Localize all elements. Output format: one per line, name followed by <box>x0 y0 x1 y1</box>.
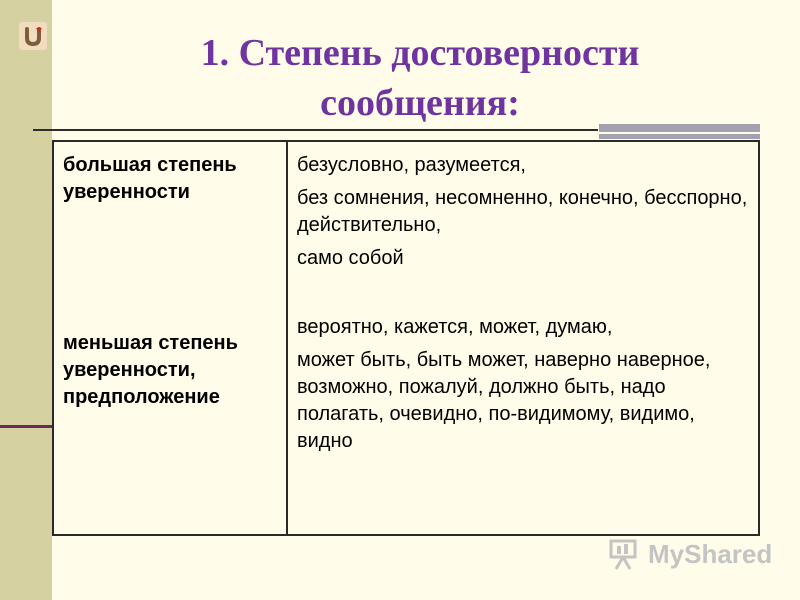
expression-line: вероятно, кажется, может, думаю, <box>297 316 613 338</box>
left-accent-stripe <box>0 425 52 428</box>
category-column <box>54 142 288 534</box>
row-gap <box>297 278 750 314</box>
expression-line: без сомнения, несомненно, конечно, бесспорно, действительно, <box>297 187 748 236</box>
title-divider <box>33 129 598 131</box>
expression-line: само собой <box>297 247 404 269</box>
expressions-column <box>288 142 758 534</box>
expression-line: может быть, быть может, наверно наверное, возможно, пожалуй, должно быть, надо полагать, очевидно, по-видимому, видимо, видно <box>297 349 711 452</box>
left-decorative-band <box>0 0 52 600</box>
title-line-1: 1. Степень достоверности <box>200 32 640 74</box>
watermark-text: MyShared <box>648 539 773 569</box>
watermark <box>608 537 773 573</box>
decorative-bar-top <box>599 124 760 132</box>
category-high-certainty: большая степень уверенности <box>63 154 237 203</box>
title-line-2: сообщения: <box>320 82 520 124</box>
decorative-bar-bottom <box>599 134 760 139</box>
u-logo-icon <box>19 22 47 50</box>
slide-title <box>120 28 720 128</box>
projector-icon <box>608 537 642 571</box>
category-low-certainty: меньшая степень уверенности, предположение <box>63 332 238 408</box>
certainty-table <box>52 140 760 536</box>
expression-line: безусловно, разумеется, <box>297 154 526 176</box>
